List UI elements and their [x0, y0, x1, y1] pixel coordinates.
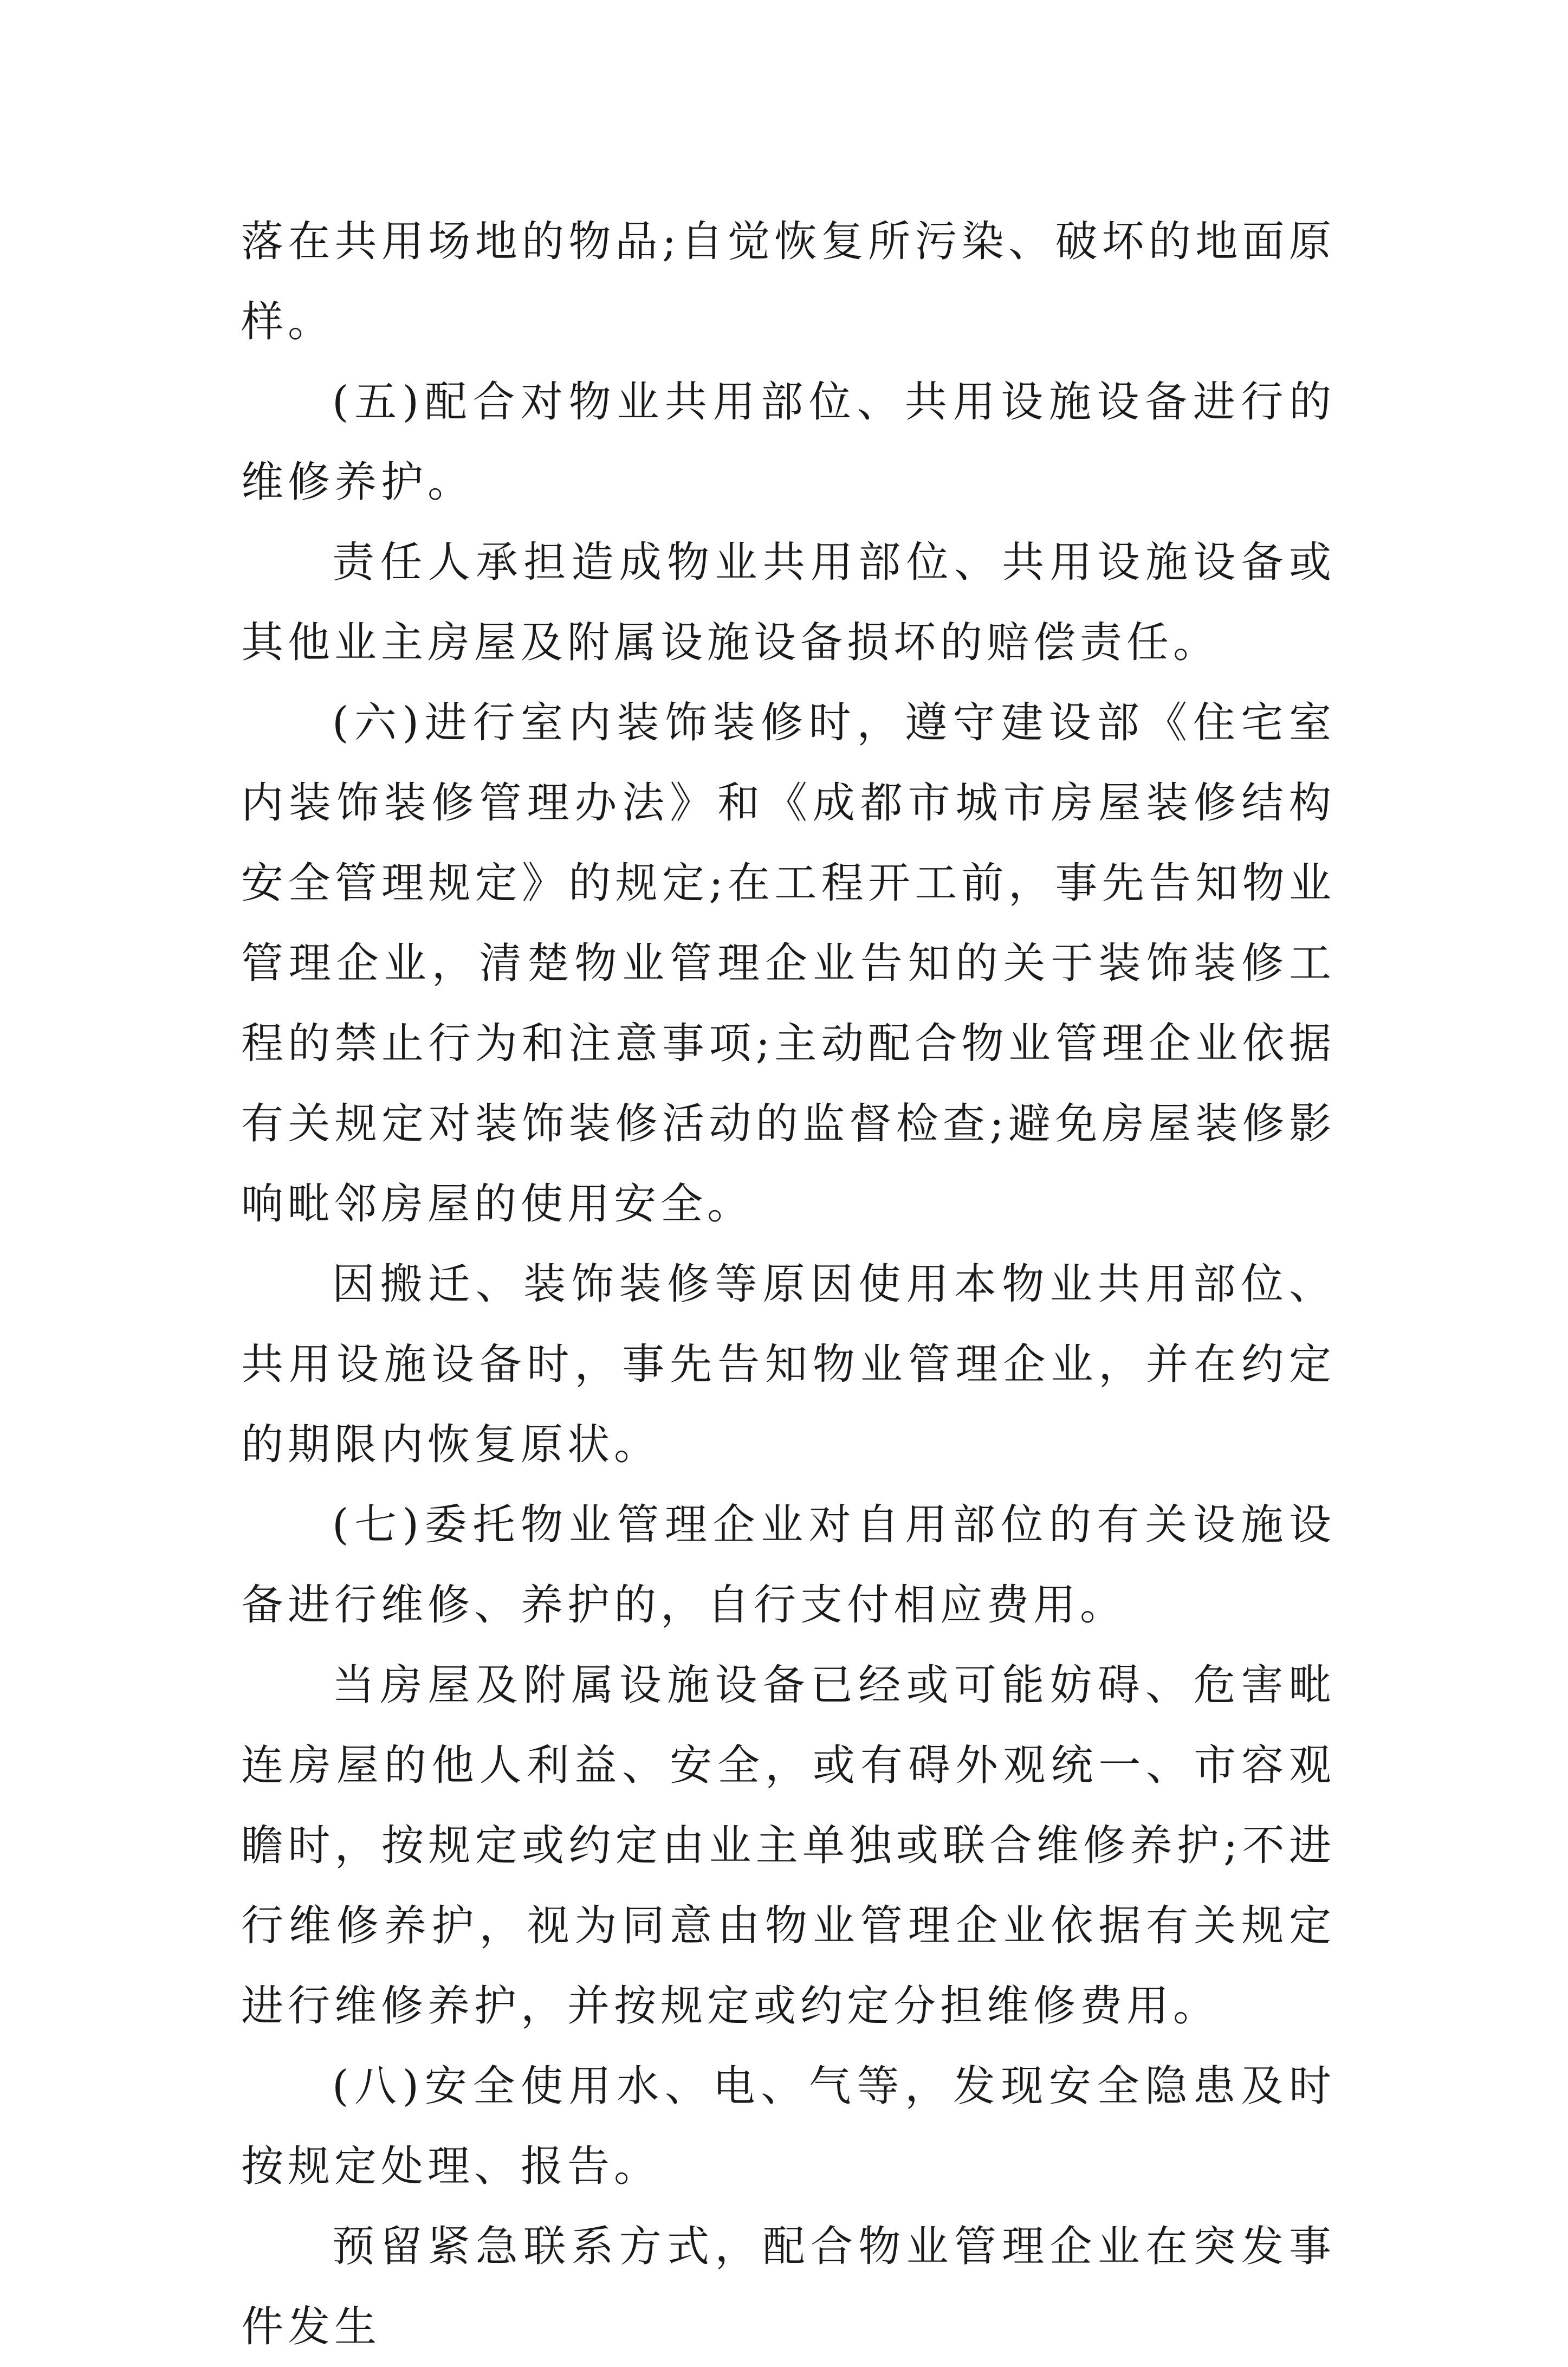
paragraph-emergency-contact: 预留紧急联系方式，配合物业管理企业在突发事件发生	[241, 2222, 1336, 2351]
paragraph-clause-8: (八)安全使用水、电、气等，发现安全隐患及时按规定处理、报告。	[241, 2062, 1336, 2191]
paragraph-clause-7: (七)委托物业管理企业对自用部位的有关设施设备进行维修、养护的，自行支付相应费用。	[241, 1501, 1336, 1629]
paragraph-continuation: 落在共用场地的物品;自觉恢复所污染、破坏的地面原样。	[241, 217, 1336, 346]
paragraph-liability: 责任人承担造成物业共用部位、共用设施设备或其他业主房屋及附属设施设备损坏的赔偿责任。	[241, 538, 1336, 667]
paragraph-clause-6: (六)进行室内装饰装修时，遵守建设部《住宅室内装饰装修管理办法》和《成都市城市房屋装修结构安全管理规定》的规定;在工程开工前，事先告知物业管理企业，清楚物业管理企业告知的关于装饰装修工程的禁止行为和注意事项;主动配合物业管理企业依据有关规定对装饰装修活动的监督检查;避免房屋装修影响毗邻房屋的使用安全。	[241, 699, 1336, 1228]
document-body	[241, 202, 1336, 2367]
paragraph-maintenance: 当房屋及附属设施设备已经或可能妨碍、危害毗连房屋的他人利益、安全，或有碍外观统一、市容观瞻时，按规定或约定由业主单独或联合维修养护;不进行维修养护，视为同意由物业管理企业依据有关规定进行维修养护，并按规定或约定分担维修费用。	[241, 1661, 1336, 2030]
paragraph-relocation: 因搬迁、装饰装修等原因使用本物业共用部位、共用设施设备时，事先告知物业管理企业，并在约定的期限内恢复原状。	[241, 1260, 1336, 1469]
paragraph-clause-5: (五)配合对物业共用部位、共用设施设备进行的维修养护。	[241, 378, 1336, 507]
